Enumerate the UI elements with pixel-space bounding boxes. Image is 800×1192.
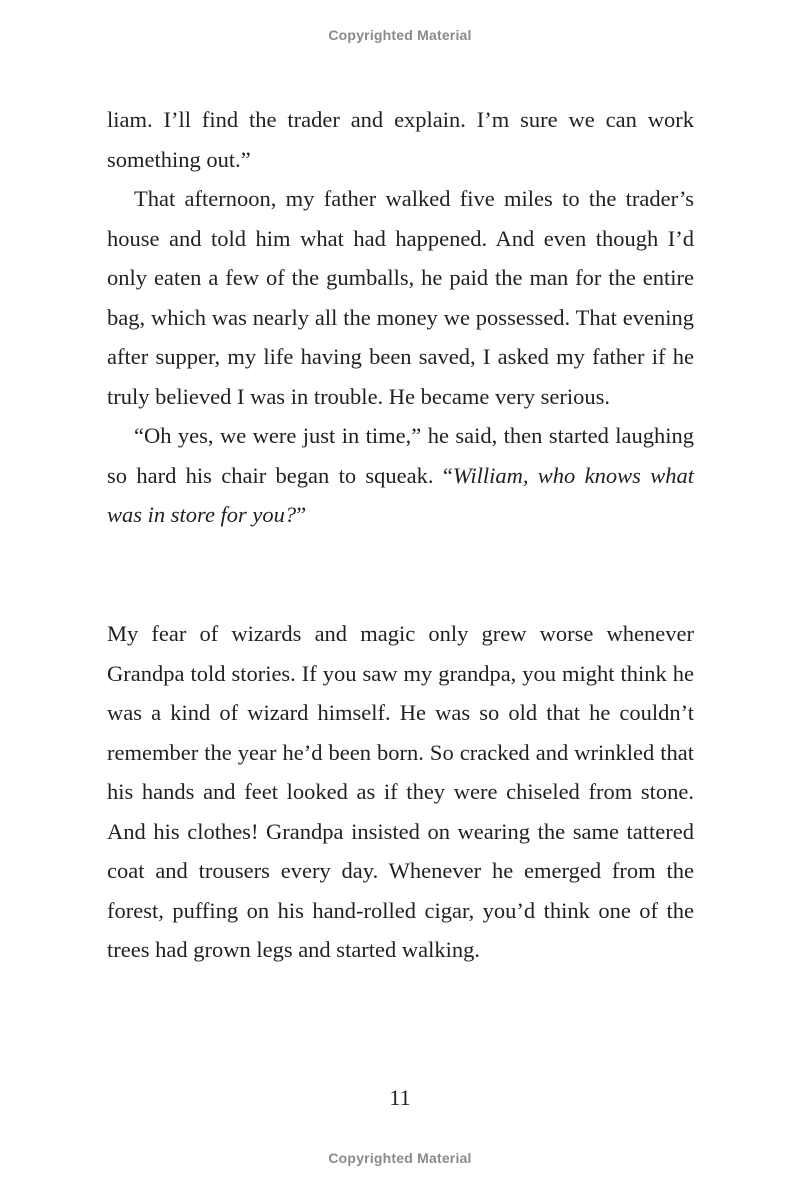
- text-section-1: [107, 100, 694, 535]
- copyright-watermark-bottom: Copyrighted Material: [328, 1150, 472, 1166]
- paragraph-1: liam. I’ll find the trader and explain. I’m sure we can work something out.”: [107, 107, 694, 172]
- page-number: 11: [389, 1085, 411, 1110]
- paragraph-3-end: ”: [296, 502, 307, 527]
- paragraph-3-italic: William, who knows what was in store for you?: [107, 462, 694, 527]
- paragraph-4: My fear of wizards and magic only grew worse whenever Grandpa told stories. If you saw my grandpa, you might think he was a kind of wizard himself. He was so old that he couldn’t remember the year he’d been born. So cracked and wrinkled that his hands and feet looked as if they were chiseled from stone. And his clothes! Grandpa insisted on wearing the same tattered coat and trousers every day. Whenever he emerged from the forest, puffing on his hand-rolled cigar, you’d think one of the trees had grown legs and started walking.: [107, 621, 694, 962]
- copyright-watermark-top: Copyrighted Material: [328, 27, 472, 43]
- paragraph-2: That afternoon, my father walked five miles to the trader’s house and told him what had happened. And even though I’d only eaten a few of the gumballs, he paid the man for the entire bag, which was nearly all the money we possessed. That evening after supper, my life having been saved, I asked my father if he truly believed I was in trouble. He became very serious.: [107, 186, 694, 409]
- text-section-2: [107, 614, 694, 970]
- paragraph-3-start: “Oh yes, we were just in time,” he said, then started laughing so hard his chair began to squeak. “: [107, 423, 694, 488]
- paragraph-3: [107, 416, 694, 535]
